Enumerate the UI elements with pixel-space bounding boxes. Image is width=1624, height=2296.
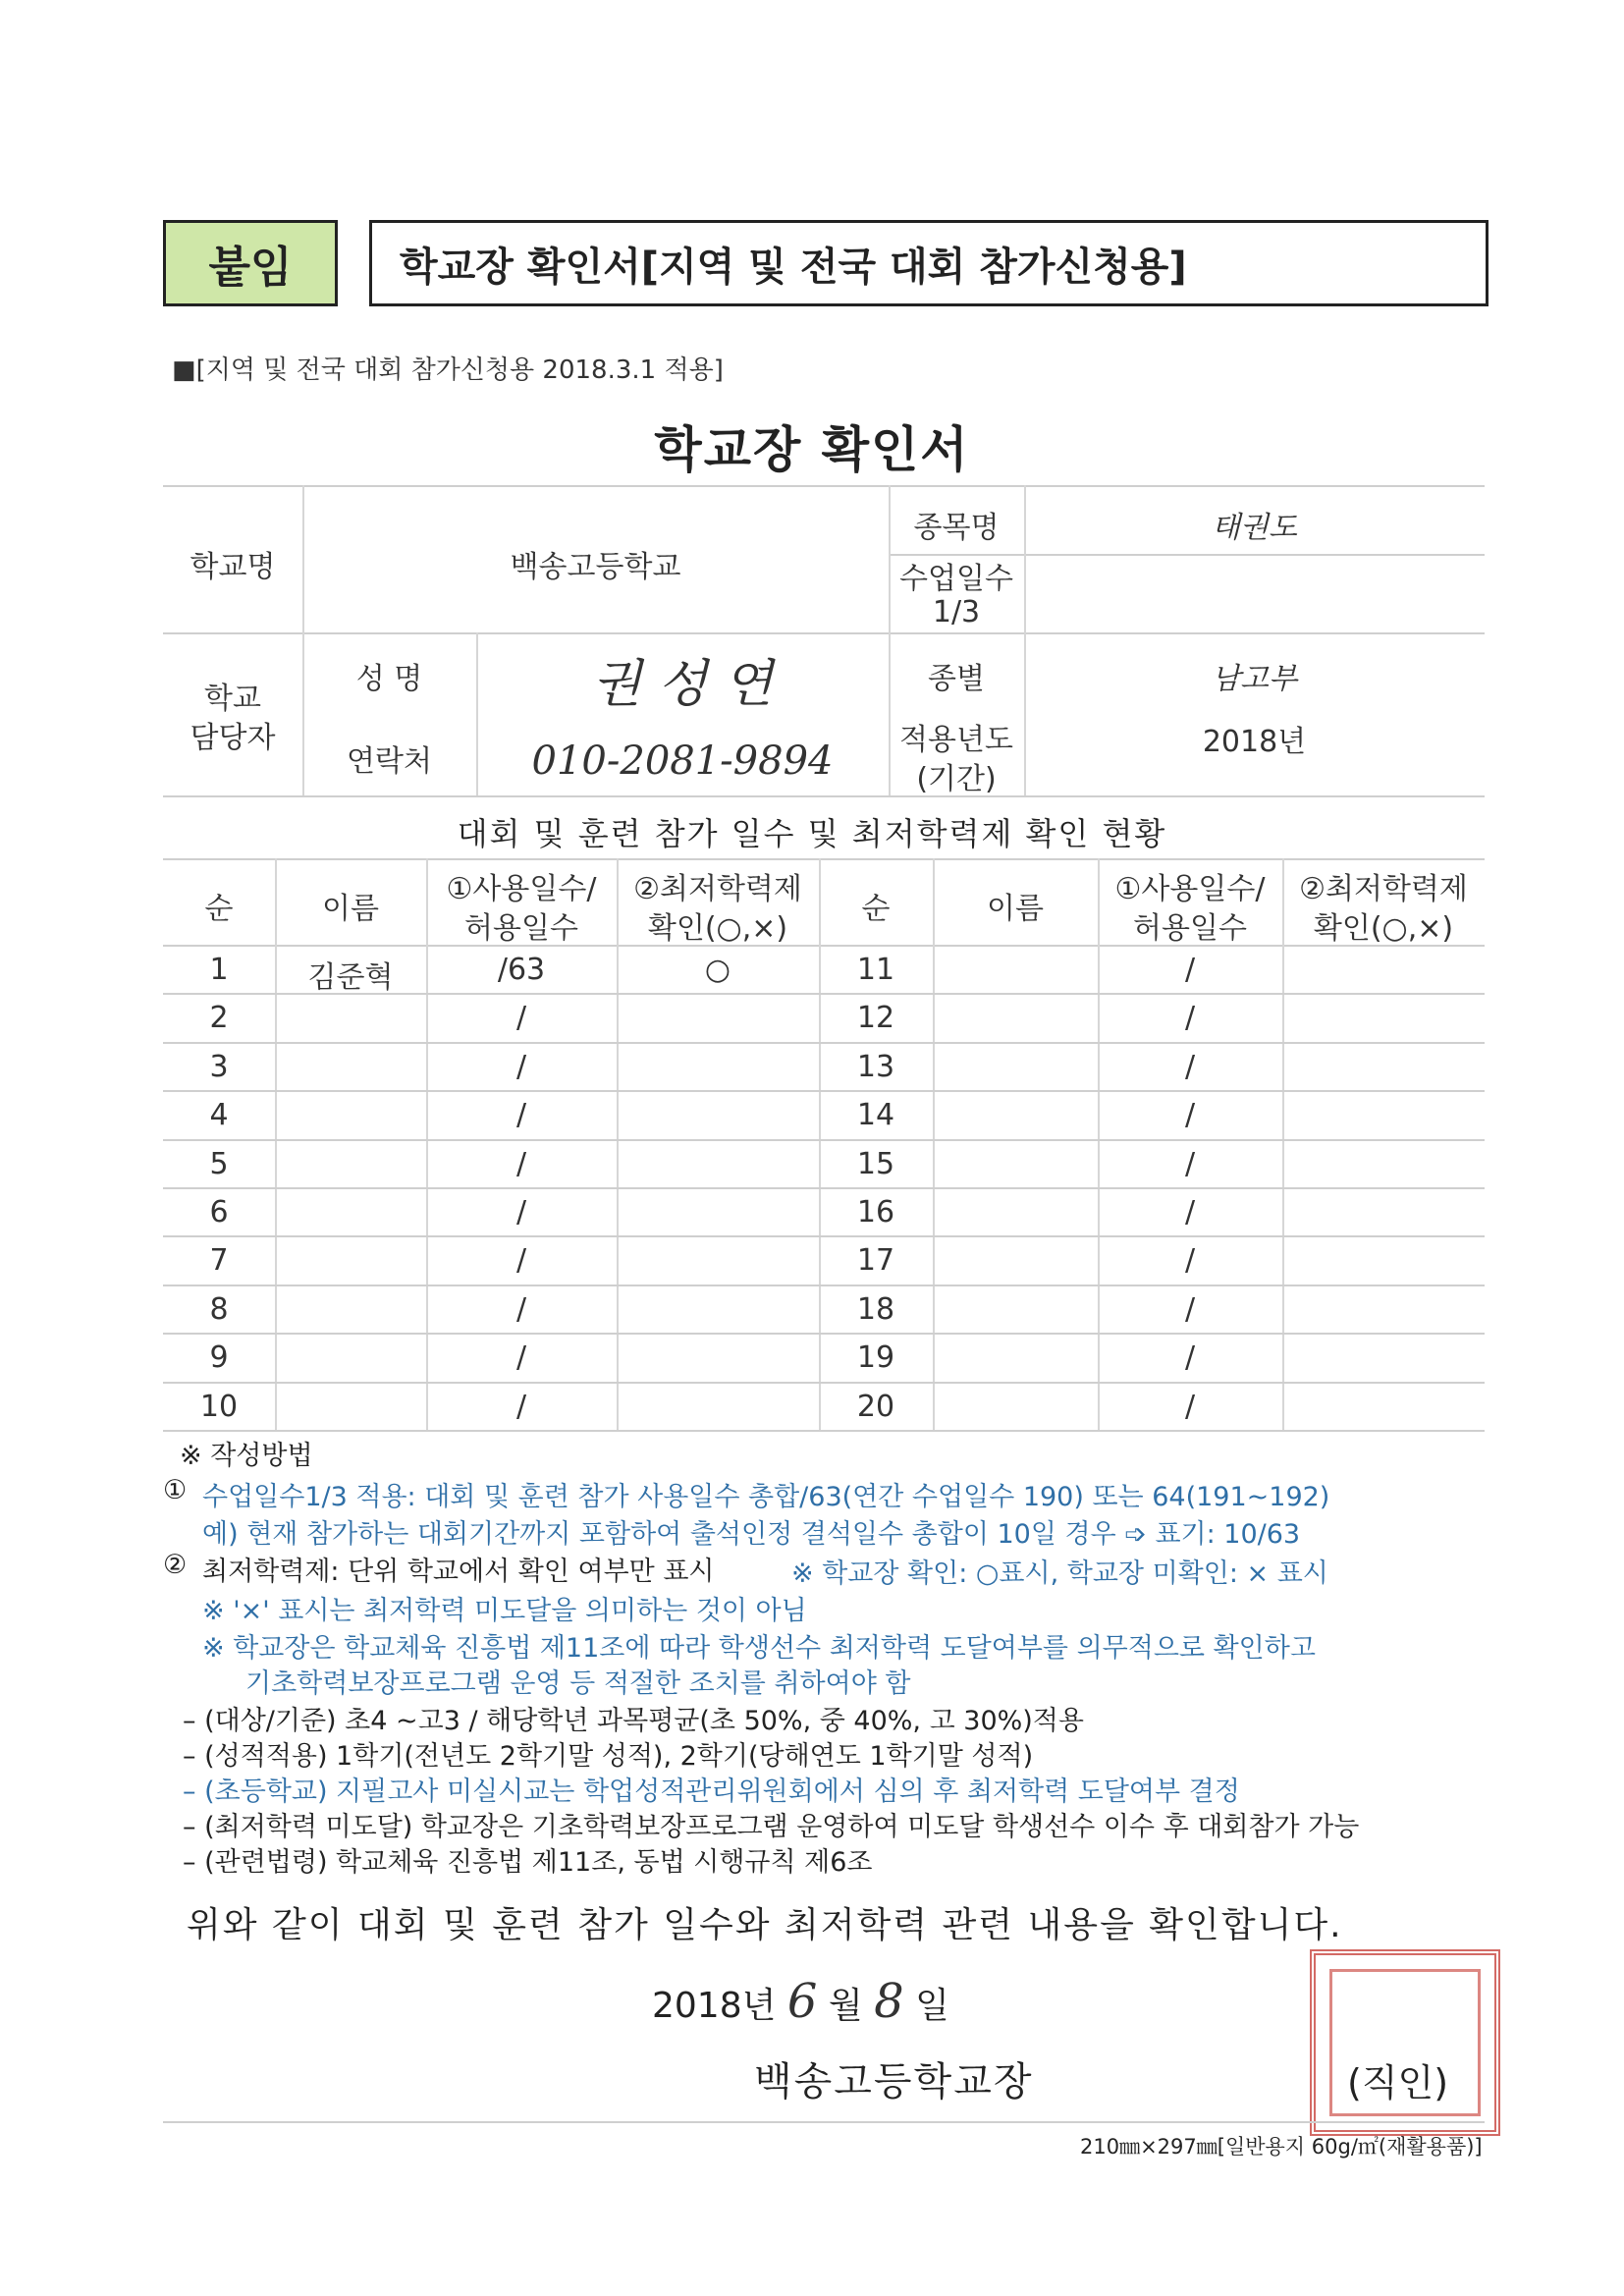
row-divider <box>163 993 1485 995</box>
sport-label: 종목명 <box>913 511 1000 545</box>
name-label: 성 명 <box>355 662 423 696</box>
row-number: 12 <box>856 1001 895 1036</box>
divider <box>1282 858 1284 1432</box>
row-number: 4 <box>209 1098 229 1133</box>
row-number: 7 <box>209 1243 229 1279</box>
category-value: 남고부 <box>1212 662 1297 696</box>
row-number: 17 <box>856 1243 895 1279</box>
sport-value: 태권도 <box>1212 511 1297 545</box>
detail-law: – (관련법령) 학교체육 진흥법 제11조, 동법 시행규칙 제6조 <box>183 1847 873 1878</box>
row-divider <box>163 1187 1485 1189</box>
col-header-days-right: ①사용일수/ <box>1114 872 1266 906</box>
days-used: / <box>515 1243 527 1279</box>
year-label: 적용년도 <box>899 723 1013 757</box>
row-number: 9 <box>209 1340 229 1376</box>
seal-label: (직인) <box>1347 2061 1449 2105</box>
year-label-2: (기간) <box>916 762 997 796</box>
row-number: 1 <box>209 953 229 987</box>
row-number: 3 <box>209 1049 229 1084</box>
days-used: / <box>1184 1049 1196 1084</box>
row-number: 15 <box>856 1146 895 1181</box>
days-used: / <box>1184 1340 1196 1376</box>
divider <box>163 945 1485 947</box>
school-name-value: 백송고등학교 <box>510 550 681 584</box>
divider <box>163 858 1485 860</box>
note-1-text: 수업일수1/3 적용: 대회 및 훈련 참가 사용일수 총합/63(연간 수업일수 190) 또는 64(191~192) <box>202 1482 1330 1512</box>
note-2-number: ② <box>163 1550 188 1580</box>
days-used: / <box>515 1098 527 1133</box>
contact-label: 연락처 <box>347 744 432 779</box>
divider <box>617 858 619 1432</box>
year-value: 2018년 <box>1202 725 1307 759</box>
row-number: 5 <box>209 1146 229 1181</box>
principal-title: 백송고등학교장 <box>754 2059 1034 2105</box>
days-used: / <box>1184 1195 1196 1230</box>
days-used: / <box>515 1195 527 1230</box>
row-number: 2 <box>209 1001 229 1036</box>
status-title: 대회 및 훈련 참가 일수 및 최저학력제 확인 현황 <box>457 815 1167 852</box>
date-month: 6 <box>786 1974 818 2029</box>
note-2-text: 최저학력제: 단위 학교에서 확인 여부만 표시 <box>202 1557 715 1587</box>
school-name-label: 학교명 <box>189 550 276 584</box>
staff-label-2: 담당자 <box>189 721 276 755</box>
days-used: / <box>1184 1291 1196 1327</box>
col-header-name-right: 이름 <box>987 892 1044 926</box>
divider <box>163 632 1485 634</box>
row-number: 18 <box>856 1291 895 1327</box>
col-header-no-right: 순 <box>861 892 891 926</box>
staff-label: 학교 <box>204 682 261 716</box>
col-header-min: ②최저학력제 <box>633 872 802 906</box>
date-month-unit: 월 <box>828 1986 863 2026</box>
row-divider <box>163 1430 1485 1432</box>
row-divider <box>163 1090 1485 1092</box>
note-2-principal-duty-2: 기초학력보장프로그램 운영 등 적절한 조치를 취하여야 함 <box>245 1668 911 1699</box>
detail-elementary: – (초등학교) 지필고사 미실시교는 학업성적관리위원회에서 심의 후 최저학력 도달여부 결정 <box>183 1777 1240 1807</box>
detail-grade-period: – (성적적용) 1학기(전년도 2학기말 성적), 2학기(당해연도 1학기말 성적) <box>183 1741 1034 1772</box>
notes-heading: ※ 작성방법 <box>180 1441 313 1471</box>
divider <box>163 485 1485 487</box>
document-header-title: 학교장 확인서[지역 및 전국 대회 참가신청용] <box>369 220 1489 306</box>
row-number: 8 <box>209 1291 229 1327</box>
note-1-example: 예) 현재 참가하는 대회기간까지 포함하여 출석인정 결석일수 총합이 10일 경우 ➩ 표기: 10/63 <box>202 1519 1301 1550</box>
row-number: 20 <box>856 1389 895 1424</box>
student-name: 김준혁 <box>307 960 394 995</box>
days-used: / <box>1184 1146 1196 1181</box>
divider <box>933 858 935 1432</box>
note-2-x-meaning: ※ '×' 표시는 최저학력 미도달을 의미하는 것이 아님 <box>202 1596 807 1626</box>
col-header-no: 순 <box>204 892 234 926</box>
col-header-days-2: 허용일수 <box>464 911 578 946</box>
row-divider <box>163 1285 1485 1286</box>
days-used: /63 <box>497 953 546 987</box>
detail-target: – (대상/기준) 초4 ~고3 / 해당학년 과목평균(초 50%, 중 40%, 고 30%)적용 <box>183 1706 1084 1736</box>
min-academic-check: ○ <box>704 953 731 987</box>
row-divider <box>163 1333 1485 1335</box>
days-used: / <box>515 1146 527 1181</box>
row-number: 13 <box>856 1049 895 1084</box>
category-label: 종별 <box>928 662 985 696</box>
days-used: / <box>1184 1389 1196 1424</box>
row-number: 6 <box>209 1195 229 1230</box>
confirmation-statement: 위와 같이 대회 및 훈련 참가 일수와 최저학력 관련 내용을 확인합니다. <box>187 1905 1343 1945</box>
page-title: 학교장 확인서 <box>654 421 970 478</box>
row-number: 16 <box>856 1195 895 1230</box>
col-header-min-2: 확인(○,×) <box>647 911 788 946</box>
row-number: 14 <box>856 1098 895 1133</box>
row-divider <box>163 1382 1485 1384</box>
attachment-label: 붙임 <box>163 220 338 306</box>
col-header-days: ①사용일수/ <box>446 872 597 906</box>
row-divider <box>163 1042 1485 1044</box>
school-seal-stamp <box>1310 1949 1500 2136</box>
contact-value: 010-2081-9894 <box>531 738 834 784</box>
days-used: / <box>515 1340 527 1376</box>
issue-date <box>652 1974 949 2029</box>
paper-spec: 210㎜×297㎜[일반용지 60g/㎡(재활용품)] <box>1080 2135 1483 2159</box>
note-1-number: ① <box>163 1475 188 1505</box>
row-number: 10 <box>199 1389 239 1424</box>
applicability-note: ■[지역 및 전국 대회 참가신청용 2018.3.1 적용] <box>172 355 724 385</box>
school-days-label: 수업일수 <box>899 562 1013 596</box>
col-header-days-right-2: 허용일수 <box>1133 911 1247 946</box>
days-used: / <box>1184 1243 1196 1279</box>
row-divider <box>163 1235 1485 1237</box>
col-header-min-right-2: 확인(○,×) <box>1313 911 1454 946</box>
row-number: 19 <box>856 1340 895 1376</box>
days-used: / <box>515 1001 527 1036</box>
row-number: 11 <box>856 953 895 987</box>
note-2-principal-duty: ※ 학교장은 학교체육 진흥법 제11조에 따라 학생선수 최저학력 도달여부를 의무적으로 확인하고 <box>202 1633 1316 1664</box>
staff-signature-name: 권 성 연 <box>592 655 773 714</box>
col-header-name: 이름 <box>322 892 379 926</box>
col-header-min-right: ②최저학력제 <box>1299 872 1468 906</box>
date-year: 2018년 <box>652 1986 777 2026</box>
note-2-mark-rule: ※ 학교장 확인: ○표시, 학교장 미확인: × 표시 <box>791 1558 1328 1589</box>
detail-not-reached: – (최저학력 미도달) 학교장은 기초학력보장프로그램 운영하여 미도달 학생선수 이수 후 대회참가 가능 <box>183 1812 1360 1842</box>
date-day: 8 <box>874 1974 904 2029</box>
days-used: / <box>1184 1098 1196 1133</box>
school-days-fraction: 1/3 <box>932 595 981 629</box>
divider <box>275 858 277 1432</box>
date-day-unit: 일 <box>915 1986 949 2026</box>
divider <box>163 2121 1485 2123</box>
days-used: / <box>515 1389 527 1424</box>
days-used: / <box>1184 1001 1196 1036</box>
days-used: / <box>515 1049 527 1084</box>
days-used: / <box>515 1291 527 1327</box>
row-divider <box>163 1139 1485 1141</box>
divider <box>163 795 1485 797</box>
days-used: / <box>1184 953 1196 987</box>
